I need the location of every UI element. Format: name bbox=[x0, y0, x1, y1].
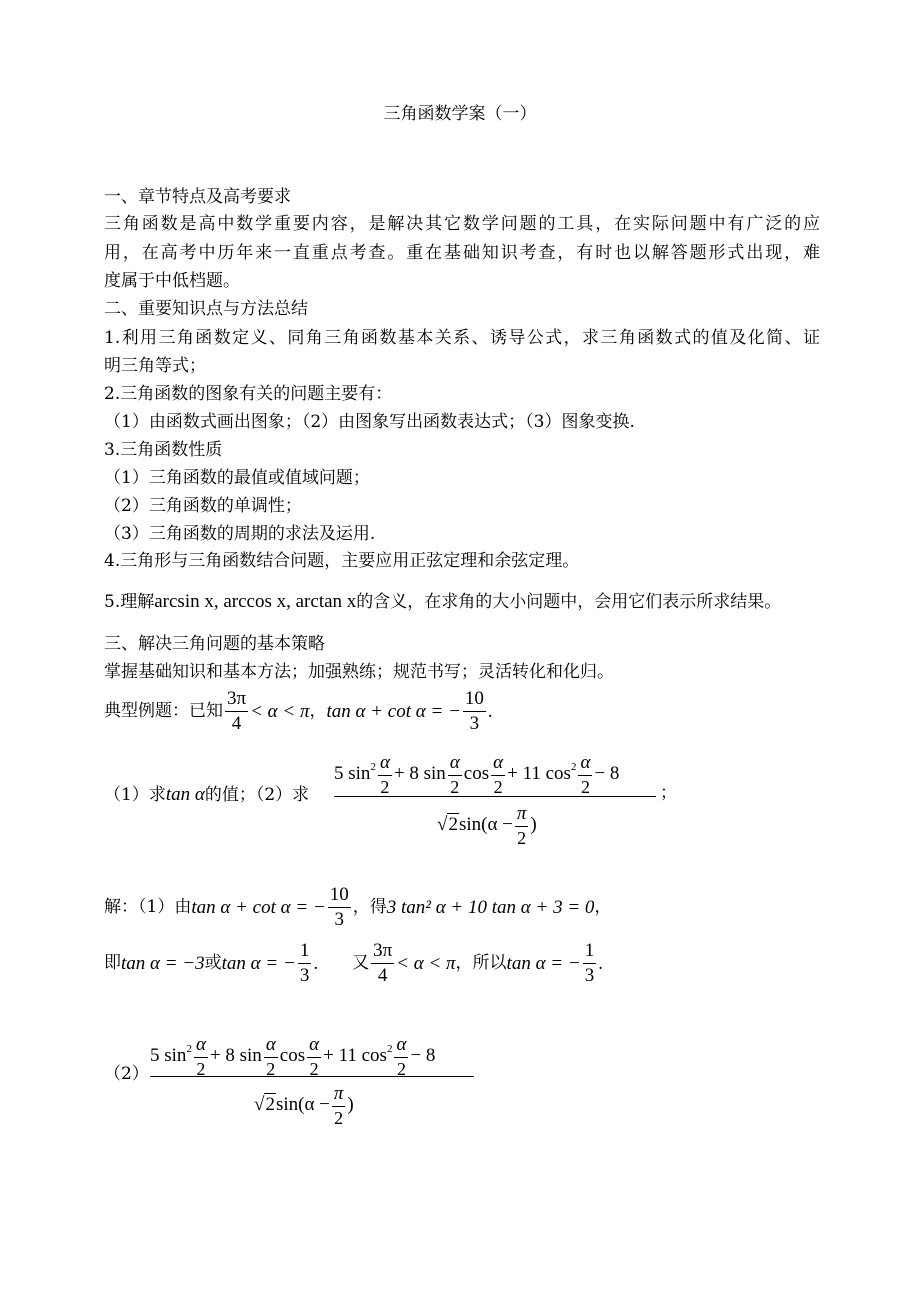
tan-plus-cot: tan α + cot α = − bbox=[326, 700, 461, 722]
expression-numerator-1: 5 $\sin^2$ $\frac{\alpha}{2}$ + 8 sin $\frac{\alpha}{2}$ cos $\frac{\alpha}{2}$ + 11 $\cos^2$ $\frac{\alpha}{2}$ − 8 bbox=[334, 752, 620, 797]
fraction-10-over-3: $\frac{10}{3}$ bbox=[464, 688, 484, 734]
example-prefix: 典型例题：已知 bbox=[104, 700, 223, 721]
inequality: < α < π bbox=[250, 700, 310, 722]
tan-eq-neg-third: tan α = − bbox=[221, 952, 296, 974]
section2-item3: 3.三角函数性质 bbox=[104, 440, 223, 460]
solution-fraction-10-3: $\frac{10}{3}$ bbox=[329, 884, 349, 930]
fraction-1-3-a: $\frac{1}{3}$ bbox=[299, 940, 310, 986]
expression-denominator-2: √2sin(α − $\frac{\pi}{2}$ ) bbox=[254, 1083, 354, 1128]
solution-tan-plus-cot: tan α + cot α = − bbox=[191, 896, 326, 918]
section3-heading: 三、解决三角问题的基本策略 bbox=[104, 634, 325, 654]
section1-para-line2: 用，在高考中历年来一直重点考查。重在基础知识考查，有时也以解答题形式出现，难 bbox=[104, 243, 820, 263]
solution-again: 又 bbox=[352, 952, 370, 973]
section2-item1-line1: 1.利用三角函数定义、同角三角函数基本关系、诱导公式，求三角函数式的值及化简、证 bbox=[104, 328, 820, 348]
item5-prefix: 5.理解 bbox=[104, 592, 155, 612]
item5-suffix: 的含义，在求角的大小问题中，会用它们表示所求结果。 bbox=[356, 592, 782, 612]
expression-denominator-1: √2sin(α − $\frac{\pi}{2}$ ) bbox=[437, 803, 537, 848]
solution-equation: 3 tan² α + 10 tan α + 3 = 0 bbox=[386, 896, 595, 918]
document-title: 三角函数学案（一） bbox=[383, 104, 537, 124]
question-label bbox=[104, 785, 309, 804]
tan-eq-neg3: tan α = −3 bbox=[121, 952, 205, 974]
fraction-3pi-over-4: $\frac{3\pi}{4}$ bbox=[227, 688, 247, 734]
part2-label: （2） bbox=[104, 1064, 149, 1084]
section2-item1-line2: 明三角等式； bbox=[104, 356, 206, 376]
fraction-1-3-b: $\frac{1}{3}$ bbox=[584, 940, 595, 986]
section2-item2-sub: （1）由函数式画出图象；（2）由图象写出函数表达式；（3）图象变换. bbox=[104, 412, 635, 432]
section1-heading: 一、章节特点及高考要求 bbox=[104, 187, 291, 207]
section3-strategy: 掌握基础知识和基本方法；加强熟练；规范书写；灵活转化和化归。 bbox=[104, 662, 614, 682]
question-tan-alpha: tan α bbox=[165, 784, 205, 805]
expression-fraction-bar-2 bbox=[150, 1076, 474, 1077]
solution-or: 或 bbox=[204, 952, 222, 973]
section2-item5 bbox=[104, 592, 781, 611]
section2-item3-sub2: （2）三角函数的单调性； bbox=[104, 496, 302, 516]
section2-item2: 2.三角函数的图象有关的问题主要有： bbox=[104, 384, 393, 404]
solution-prefix: 解：（1）由 bbox=[104, 896, 192, 917]
solution-get: ，得 bbox=[352, 896, 387, 917]
section1-para-line3: 度属于中低档题。 bbox=[104, 271, 240, 291]
fraction-3pi-over-4-b: $\frac{3\pi}{4}$ bbox=[373, 940, 393, 986]
tan-eq-neg-third-b: tan α = − bbox=[506, 952, 581, 974]
item5-funcs: arcsin x, arccos x, arctan x bbox=[154, 591, 357, 612]
question-part1: （1）求 bbox=[104, 785, 166, 805]
solution-line2: 即tan α = −3或tan α = − $\frac{1}{3}$ . 又 $\frac{3\pi}{4}$ < α < π，所以tan α = − $\frac{1}{3}$ . bbox=[104, 940, 603, 986]
expression-numerator-2: 5 $\sin^2$ $\frac{\alpha}{2}$ + 8 sin $\frac{\alpha}{2}$ cos $\frac{\alpha}{2}$ + 11 $\cos^2$ $\frac{\alpha}{2}$ − 8 bbox=[150, 1034, 436, 1079]
section1-para-line1: 三角函数是高中数学重要内容，是解决其它数学问题的工具，在实际问题中有广泛的应 bbox=[104, 214, 820, 234]
question-end: ； bbox=[660, 783, 677, 803]
question-part1b: 的值；（2）求 bbox=[204, 785, 310, 805]
solution-line1: 解：（1）由tan α + cot α = − $\frac{10}{3}$ ，得3 tan² α + 10 tan α + 3 = 0， bbox=[104, 884, 612, 930]
solution-so: ，所以 bbox=[455, 952, 507, 973]
section2-item3-sub1: （1）三角函数的最值或值域问题； bbox=[104, 468, 370, 488]
section2-item4: 4.三角形与三角函数结合问题，主要应用正弦定理和余弦定理。 bbox=[104, 551, 580, 571]
expression-fraction-bar-1 bbox=[334, 796, 656, 797]
solution-line2-prefix: 即 bbox=[104, 952, 121, 973]
section2-heading: 二、重要知识点与方法总结 bbox=[104, 299, 308, 319]
inequality-b: < α < π bbox=[396, 952, 456, 974]
section2-item3-sub3: （3）三角函数的周期的求法及运用. bbox=[104, 524, 376, 544]
example-line: 典型例题：已知 $\frac{3\pi}{4}$ < α < π，tan α + cot α = − $\frac{10}{3}$ . bbox=[104, 688, 493, 734]
